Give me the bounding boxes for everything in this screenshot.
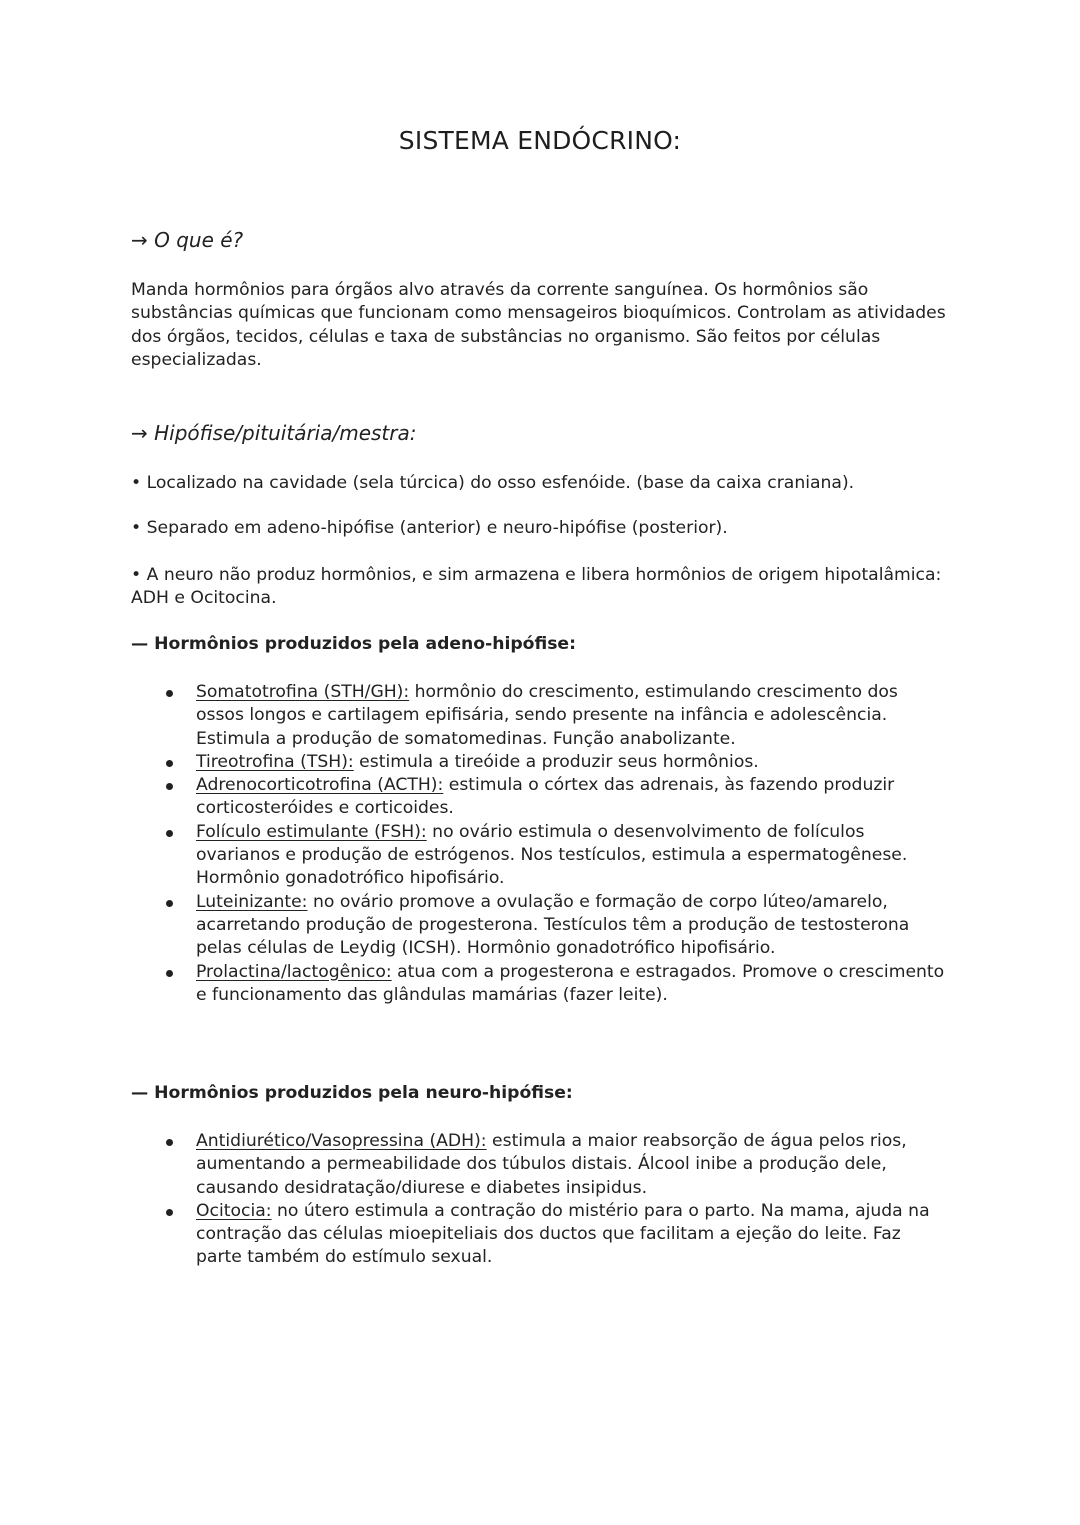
bullet-dot-icon [166,900,173,907]
page-title: SISTEMA ENDÓCRINO: [398,126,682,155]
hormone-term: Prolactina/lactogênico: [196,961,392,982]
hormone-term: Adrenocorticotrofina (ACTH): [196,775,444,796]
hormone-term: Somatotrofina (STH/GH): [196,682,410,702]
neuro-hormones-heading: — Hormônios produzidos pela neuro-hipófise: [131,1083,573,1103]
hormone-term: Antidiurético/Vasopressina (ADH): [196,1131,487,1151]
list-item [160,774,950,821]
section-heading-hipofise: → Hipófise/pituitária/mestra: [131,421,417,445]
hipofise-bullet-division: • Separado em adeno-hipófise (anterior) e neuro-hipófise (posterior). [131,518,728,538]
hipofise-bullet-location: • Localizado na cavidade (sela túrcica) do osso esfenóide. (base da caixa craniana). [131,473,855,493]
hormone-description: estimula o córtex das adrenais, às fazendo produzir corticosteróides e corticoides. [196,775,895,819]
list-item [160,1130,950,1200]
bullet-dot-icon [166,1209,173,1216]
hipofise-bullet-neuro: • A neuro não produz hormônios, e sim armazena e libera hormônios de origem hipotalâmica: ADH e Ocitocina. [131,565,942,609]
hormone-term: Ocitocia: [196,1200,272,1221]
hormone-description: no útero estimula a contração do mistério para o parto. Na mama, ajuda na contração das células mioepiteliais dos ductos que facilitam a ejeção do leite. Faz parte também do estímulo sexual. [196,1200,930,1268]
hormone-description: no ovário estimula o desenvolvimento de folículos ovarianos e produção de estrógenos. Nos testículos, estimula a espermatogênese. Hormônio gonadotrófico hipofisário. [196,821,908,889]
list-item [160,751,950,774]
hormone-description: estimula a maior reabsorção de água pelos rios, aumentando a permeabilidade dos túbulos distais. Álcool inibe a produção dele, causando desidratação/diurese e diabetes insipidus. [196,1131,907,1198]
adeno-hormones-heading: — Hormônios produzidos pela adeno-hipófise: [131,634,576,654]
list-item [160,891,950,961]
hormone-term: Luteinizante: [196,891,308,912]
intro-paragraph: Manda hormônios para órgãos alvo através da corrente sanguínea. Os hormônios são substâncias químicas que funcionam como mensageiros bioquímicos. Controlam as atividades dos órgãos, tecidos, células e taxa de substâncias no organismo. São feitos por células especializadas. [131,280,946,370]
bullet-dot-icon [166,760,173,767]
hormone-term: Tireotrofina (TSH): [196,751,354,772]
adeno-hormone-list [160,681,950,1007]
bullet-dot-icon [166,830,173,837]
list-item [160,821,950,891]
hormone-description: hormônio do crescimento, estimulando crescimento dos ossos longos e cartilagem epifisária, sendo presente na infância e adolescência. Estimula a produção de somatomedinas. Função anabolizante. [196,682,898,749]
list-item [160,681,950,751]
list-item [160,1200,950,1270]
list-item [160,961,950,1008]
bullet-dot-icon [166,690,173,697]
hormone-description: estimula a tireóide a produzir seus hormônios. [353,751,759,772]
hormone-description: atua com a progesterona e estragados. Promove o crescimento e funcionamento das glândulas mamárias (fazer leite). [196,961,945,1005]
bullet-dot-icon [166,783,173,790]
neuro-hormone-list [160,1130,950,1270]
section-heading-what-is: → O que é? [131,228,244,252]
bullet-dot-icon [166,1139,173,1146]
hormone-description: no ovário promove a ovulação e formação de corpo lúteo/amarelo, acarretando produção de progesterona. Testículos têm a produção de testosterona pelas células de Leydig (ICSH). Hormônio gonadotrófico hipofisário. [196,891,910,959]
hormone-term: Folículo estimulante (FSH): [196,821,427,842]
bullet-dot-icon [166,970,173,977]
